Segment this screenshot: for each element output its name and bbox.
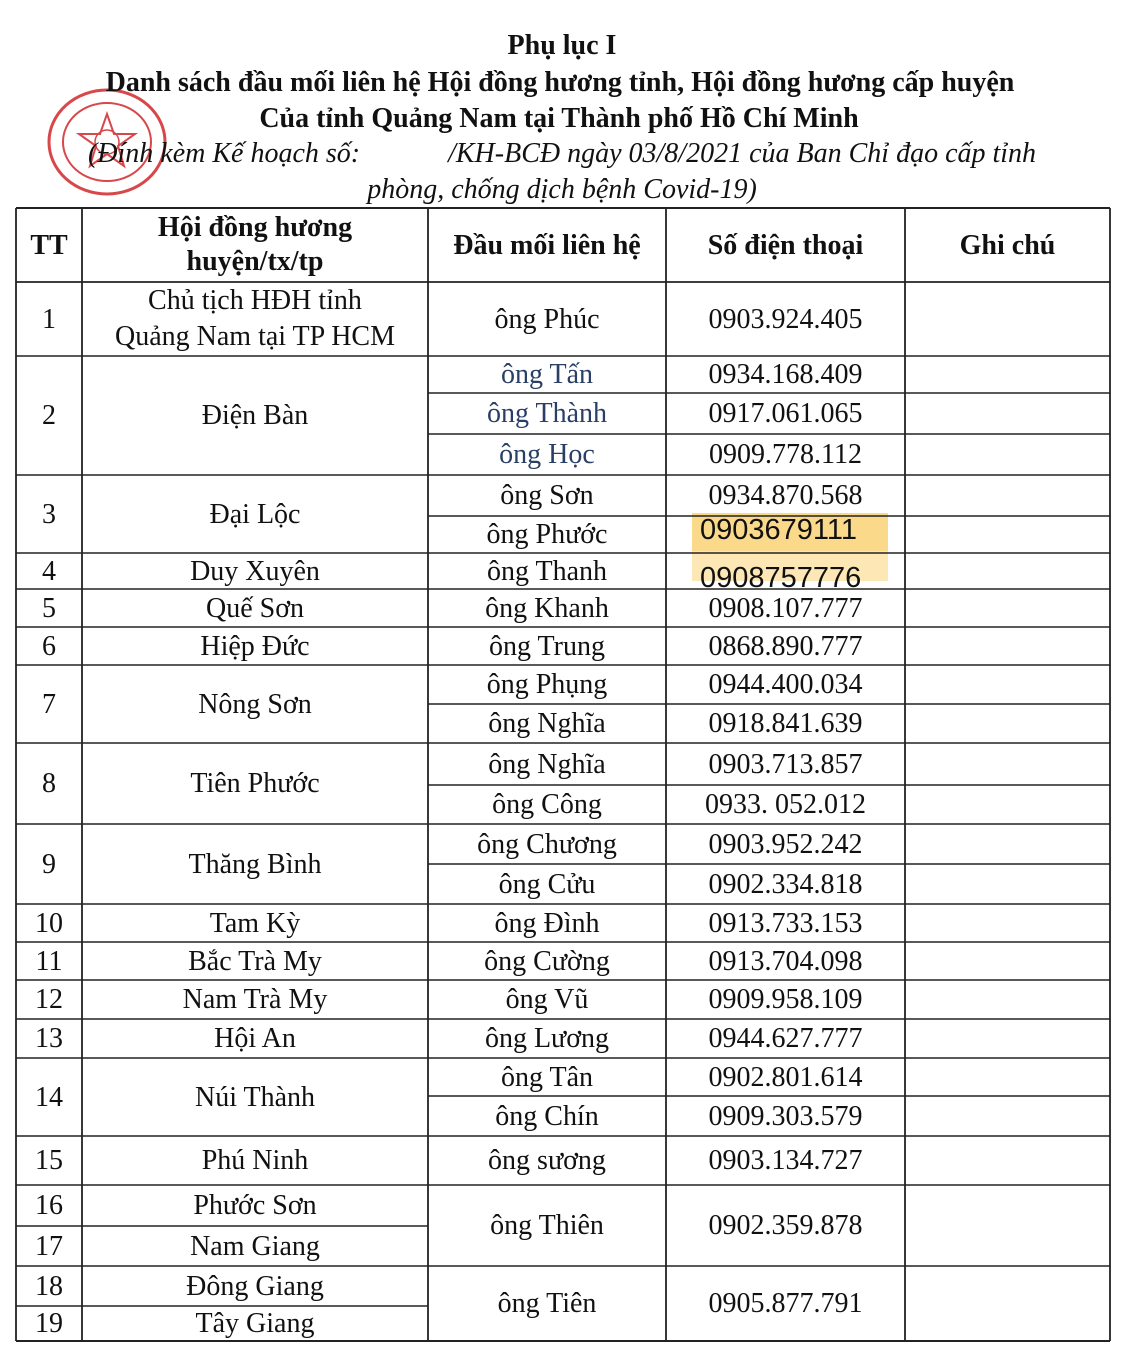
document-note-1a: (Đính kèm Kế hoạch số:: [87, 138, 361, 169]
contact-name: ông Khanh: [485, 592, 609, 624]
phone-number: 0913.704.098: [708, 945, 863, 977]
contact-name: ông Chín: [495, 1100, 599, 1132]
phone-number: 0934.168.409: [708, 359, 863, 390]
phone-number: 0908.107.777: [708, 592, 863, 624]
phone-number: 0902.801.614: [708, 1061, 863, 1093]
phone-number: 0902.334.818: [708, 868, 863, 900]
phone-number: 0902.359.878: [708, 1210, 863, 1241]
contact-name: ông Cửu: [498, 868, 596, 900]
highlighted-phone: 0908757776: [700, 562, 862, 594]
contact-name: ông Thành: [486, 398, 608, 429]
council-name: Nam Giang: [190, 1230, 320, 1262]
header-note: Ghi chú: [959, 229, 1056, 261]
council-name: [82, 282, 428, 356]
phone-number: 0913.733.153: [708, 907, 863, 939]
contact-name: ông Sơn: [500, 480, 594, 511]
row-number: 6: [42, 630, 56, 662]
council-name: Đại Lộc: [209, 498, 301, 530]
council-name: Hội An: [214, 1023, 296, 1054]
contact-name: ông Thanh: [486, 555, 608, 587]
council-name: Thăng Bình: [188, 848, 322, 880]
phone-number: 0944.400.034: [708, 669, 863, 700]
phone-number: 0934.870.568: [708, 480, 863, 511]
council-name: Quế Sơn: [205, 592, 305, 624]
header-council-line-1: Hội đồng hương: [157, 212, 353, 243]
contact-name: ông Chương: [477, 828, 617, 860]
header-phone: Số điện thoại: [707, 229, 864, 261]
contact-name: ông Phước: [486, 519, 608, 550]
council-name: Tiên Phước: [190, 768, 320, 799]
council-name: Nam Trà My: [182, 984, 328, 1015]
row-number: 3: [42, 498, 56, 530]
phone-number: 0903.924.405: [708, 303, 863, 335]
document-subtitle-1: Danh sách đầu mối liên hệ Hội đồng hương tỉnh, Hội đồng hương cấp huyện: [105, 67, 1015, 98]
row-number: 16: [35, 1190, 63, 1221]
contact-name: ông Phúc: [494, 303, 600, 335]
contact-name: ông sương: [488, 1145, 606, 1176]
contact-name: ông Thiên: [490, 1210, 604, 1241]
council-name: Điện Bàn: [201, 400, 309, 431]
phone-number: 0909.778.112: [709, 439, 862, 470]
phone-number: 0903.952.242: [708, 828, 863, 860]
phone-number: 0918.841.639: [708, 708, 863, 739]
council-name-line-2: Quảng Nam tại TP HCM: [115, 321, 395, 352]
contact-name: ông Nghĩa: [488, 708, 606, 739]
phone-number: 0944.627.777: [708, 1023, 863, 1054]
council-name-line-1: Chủ tịch HĐH tỉnh: [148, 285, 362, 316]
header-tt: TT: [30, 229, 68, 261]
document-subtitle-2: Của tỉnh Quảng Nam tại Thành phố Hồ Chí Minh: [259, 103, 859, 134]
document-note-2: phòng, chống dịch bệnh Covid-19): [367, 174, 757, 205]
contact-name: ông Học: [499, 439, 595, 470]
phone-number: 0868.890.777: [708, 630, 863, 662]
contact-name: ông Công: [492, 789, 602, 820]
contact-name: ông Tấn: [500, 359, 594, 390]
header-council: [82, 208, 428, 282]
document-note-1b: /KH-BCĐ ngày 03/8/2021 của Ban Chỉ đạo cấp tỉnh: [448, 138, 1037, 169]
council-name: Phú Ninh: [201, 1145, 309, 1176]
row-number: 2: [42, 400, 56, 431]
council-name: Tam Kỳ: [209, 907, 301, 939]
council-name: Phước Sơn: [193, 1190, 317, 1221]
highlighted-phone: 0903679111: [700, 514, 857, 546]
council-name: Hiệp Đức: [200, 630, 310, 662]
row-number: 18: [35, 1270, 63, 1302]
phone-number: 0917.061.065: [708, 398, 863, 429]
phone-number: 0903.134.727: [708, 1145, 863, 1176]
phone-number: 0909.303.579: [708, 1100, 863, 1132]
document-title: Phụ lục I: [507, 30, 617, 61]
contact-name: ông Tân: [500, 1061, 594, 1093]
row-number: 12: [35, 984, 63, 1015]
row-number: 1: [42, 303, 56, 335]
council-name: Tây Giang: [195, 1308, 315, 1339]
contact-name: ông Tiên: [497, 1288, 597, 1319]
row-number: 8: [42, 768, 56, 799]
contact-name: ông Lương: [484, 1023, 610, 1054]
row-number: 4: [42, 555, 56, 587]
row-number: 9: [42, 848, 56, 880]
contact-name: ông Nghĩa: [488, 748, 606, 780]
contact-name: ông Phụng: [486, 669, 608, 700]
council-name: Duy Xuyên: [190, 555, 320, 587]
contact-name: ông Đình: [494, 907, 600, 939]
row-number: 10: [35, 907, 63, 939]
phone-number: 0903.713.857: [708, 748, 863, 780]
phone-number: 0905.877.791: [708, 1288, 863, 1319]
row-number: 14: [35, 1081, 63, 1113]
phone-number: 0909.958.109: [708, 984, 863, 1015]
council-name: Đông Giang: [186, 1270, 324, 1302]
contact-name: ông Vũ: [505, 984, 589, 1015]
row-number: 15: [35, 1145, 63, 1176]
row-number: 17: [35, 1230, 63, 1262]
header-contact: Đầu mối liên hệ: [453, 229, 641, 261]
council-name: Núi Thành: [194, 1081, 316, 1113]
row-number: 7: [42, 688, 56, 720]
header-council-line-2: huyện/tx/tp: [186, 246, 324, 277]
row-number: 5: [42, 592, 56, 624]
phone-number: 0933. 052.012: [705, 789, 866, 820]
contact-name: ông Cường: [484, 945, 610, 977]
council-name: Nông Sơn: [198, 688, 312, 720]
row-number: 19: [35, 1308, 63, 1339]
row-number: 11: [35, 945, 63, 977]
council-name: Bắc Trà My: [188, 945, 322, 977]
contact-name: ông Trung: [489, 630, 605, 662]
row-number: 13: [35, 1023, 63, 1054]
